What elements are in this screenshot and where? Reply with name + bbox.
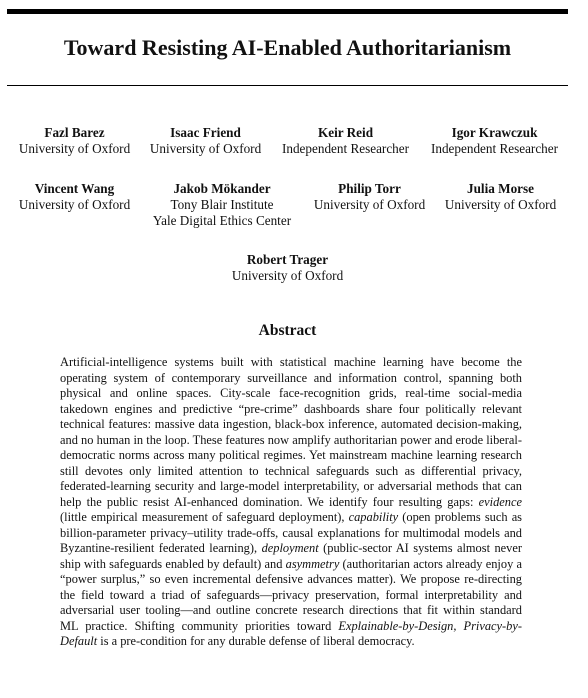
- author-affiliation: Independent Researcher: [430, 141, 559, 156]
- abstract-text-segment: (little empirical measurement of safeguard deployment),: [60, 510, 349, 524]
- abstract-text-segment: (open problems such as billion-parameter privacy–utility trade-offs, causal explanations for multimodal models and Byzantine-resilient federated learning),: [60, 510, 523, 555]
- author-affiliation: University of Oxford: [18, 141, 131, 156]
- author-block: [227, 252, 348, 284]
- abstract-heading: Abstract: [258, 322, 317, 339]
- author-affiliation: Yale Digital Ethics Center: [152, 213, 292, 228]
- author-affiliation: University of Oxford: [444, 197, 557, 212]
- author-name: Vincent Wang: [34, 181, 115, 196]
- title-bottom-rule: [7, 85, 568, 86]
- author-name: Isaac Friend: [170, 125, 241, 140]
- author-name: Fazl Barez: [44, 125, 105, 140]
- author-block: [145, 125, 266, 157]
- title-top-rule: [7, 9, 568, 14]
- author-block: [309, 181, 430, 213]
- paper-title: Toward Resisting AI-Enabled Authoritarianism: [63, 35, 512, 60]
- abstract-text: [60, 355, 522, 650]
- abstract-term-explainable-privacy: Explainable-by-Design, Privacy-by-Default: [60, 618, 522, 648]
- abstract-text-segment: (authoritarian actors already enjoy a “power surplus,” so even incremental defensive advances matter). We propose re-directing the field toward a triad of safeguards—privacy preservation, formal interpretability and adversarial user tooling—and outline concrete research directions that fit within standard ML practice. Shifting community priorities toward: [60, 556, 522, 633]
- author-affiliation: Tony Blair Institute: [170, 197, 274, 212]
- author-block: [14, 181, 135, 213]
- author-name: Philip Torr: [338, 181, 401, 196]
- author-block: [146, 181, 298, 229]
- author-name: Robert Trager: [246, 252, 329, 267]
- author-name: Igor Krawczuk: [451, 125, 538, 140]
- abstract-text-segment: Artificial-intelligence systems built with statistical machine learning have become the operating system of contemporary surveillance and information control, spanning both physical and online spaces. City-scale face-recognition grids, real-time social-media takedown engines and predictive “pre-crime” dashboards share four politically relevant technical features: massive data ingestion, black-box inference, automated decision-making, and no human in the loop. These features now amplify authoritarian power and erode liberal-democratic norms across many political regimes. Yet mainstream machine learning research still devotes only limited attention to technical safeguards such as differential privacy, federated-learning security and large-model interpretability, or adversarial methods that can help the public resist AI-enhanced domination. We identify four resulting gaps:: [60, 355, 522, 509]
- author-affiliation: Independent Researcher: [281, 141, 410, 156]
- abstract-text-segment: (public-sector AI systems almost never ship with safeguards enabled by default) and: [60, 541, 522, 571]
- abstract-term-deployment: deployment: [261, 541, 319, 555]
- author-affiliation: University of Oxford: [18, 197, 131, 212]
- author-block: [14, 125, 135, 157]
- author-name: Jakob Mökander: [173, 181, 271, 196]
- abstract-text-segment: is a pre-condition for any durable defense of liberal democracy.: [97, 634, 415, 648]
- abstract-term-asymmetry: asymmetry: [285, 556, 340, 571]
- author-affiliation: University of Oxford: [313, 197, 426, 212]
- abstract-term-capability: capability: [348, 510, 399, 524]
- author-affiliation: University of Oxford: [231, 268, 344, 283]
- author-name: Keir Reid: [317, 125, 374, 140]
- author-block: [440, 181, 561, 213]
- author-name: Julia Morse: [466, 181, 535, 196]
- author-block: [424, 125, 565, 157]
- author-block: [275, 125, 416, 157]
- author-affiliation: University of Oxford: [149, 141, 262, 156]
- abstract-term-evidence: evidence: [478, 494, 522, 509]
